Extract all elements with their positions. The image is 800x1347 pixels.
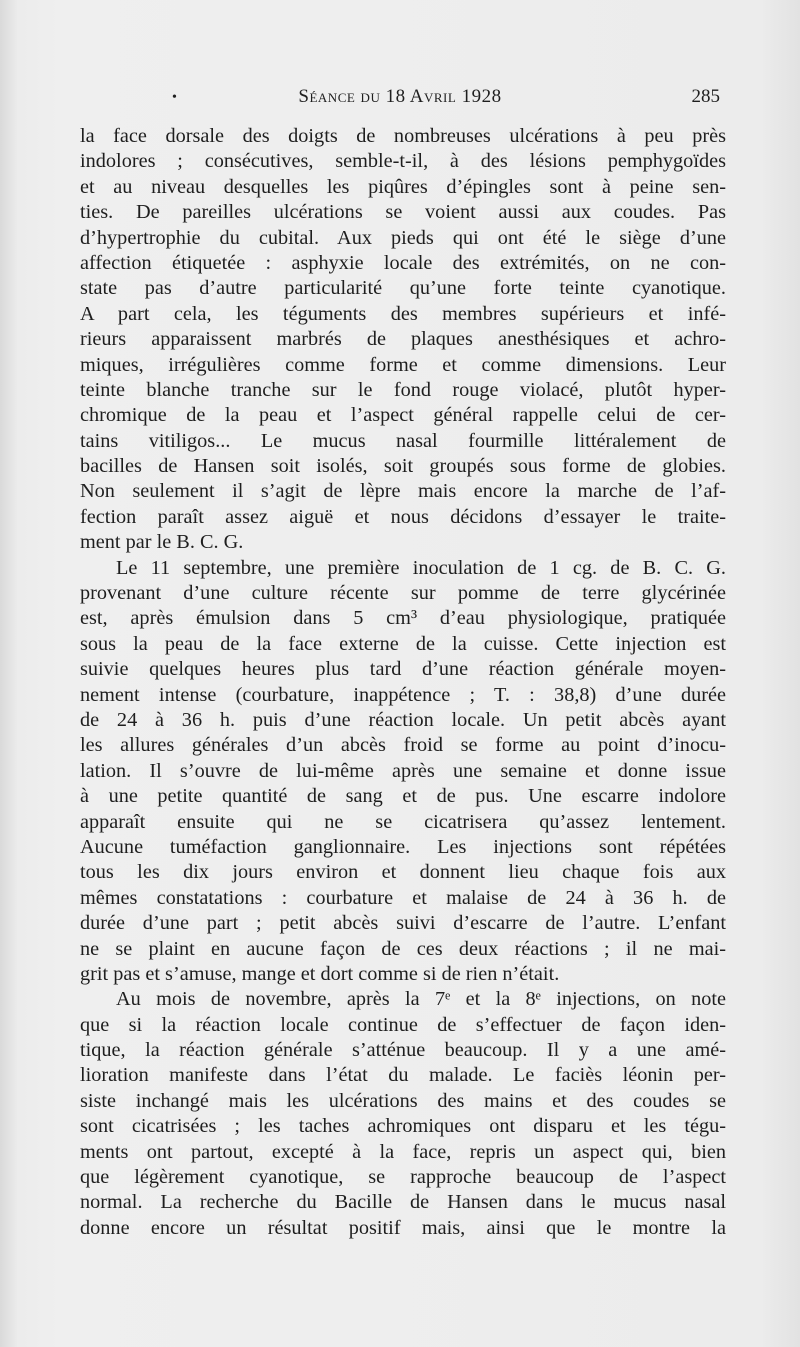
body-text bbox=[80, 124, 726, 1241]
text-line: à une petite quantité de sang et de pus. Une escarre indolore bbox=[80, 785, 726, 808]
text-line: indolores ; consécutives, semble-t-il, à des lésions pemphygoïdes bbox=[80, 150, 726, 173]
text-line: bacilles de Hansen soit isolés, soit groupés sous forme de globies. bbox=[80, 455, 726, 478]
page-number: 285 bbox=[691, 86, 720, 107]
text-line: Le 11 septembre, une première inoculation de 1 cg. de B. C. G. bbox=[116, 556, 726, 579]
text-line: tique, la réaction générale s’atténue beaucoup. Il y a une amé- bbox=[80, 1039, 726, 1062]
text-line: rieurs apparaissent marbrés de plaques anesthésiques et achro- bbox=[80, 328, 726, 351]
text-line: nement intense (courbature, inappétence ; T. : 38,8) d’une durée bbox=[80, 683, 726, 706]
text-line: Au mois de novembre, après la 7ᵉ et la 8ᵉ injections, on note bbox=[116, 988, 726, 1011]
text-line: Aucune tuméfaction ganglionnaire. Les injections sont répétées bbox=[80, 835, 726, 858]
text-line: teinte blanche tranche sur le fond rouge violacé, plutôt hyper- bbox=[80, 378, 726, 401]
text-line: affection étiquetée : asphyxie locale des extrémités, on ne con- bbox=[80, 251, 726, 274]
text-line: suivie quelques heures plus tard d’une réaction générale moyen- bbox=[80, 658, 726, 681]
text-line: siste inchangé mais les ulcérations des mains et des coudes se bbox=[80, 1089, 726, 1112]
text-line: grit pas et s’amuse, mange et dort comme si de rien n’était. bbox=[80, 962, 560, 985]
header-title: Séance du 18 Avril 1928 bbox=[298, 86, 502, 107]
text-line: durée d’une part ; petit abcès suivi d’escarre de l’autre. L’enfant bbox=[80, 912, 726, 935]
text-line: et au niveau desquelles les piqûres d’épingles sont à peine sen- bbox=[80, 175, 726, 198]
text-line: mêmes constatations : courbature et malaise de 24 à 36 h. de bbox=[80, 886, 726, 909]
text-line: ments ont partout, excepté à la face, repris un aspect qui, bien bbox=[80, 1140, 726, 1163]
text-line: d’hypertrophie du cubital. Aux pieds qui ont été le siège d’une bbox=[80, 226, 726, 249]
text-line: ne se plaint en aucune façon de ces deux réactions ; il ne mai- bbox=[80, 937, 726, 960]
text-line: que légèrement cyanotique, se rapproche beaucoup de l’aspect bbox=[80, 1166, 726, 1189]
text-line: provenant d’une culture récente sur pomme de terre glycérinée bbox=[80, 582, 726, 605]
text-line: state pas d’autre particularité qu’une forte teinte cyanotique. bbox=[80, 277, 726, 300]
text-line: que si la réaction locale continue de s’effectuer de façon iden- bbox=[80, 1013, 726, 1036]
text-line: sous la peau de la face externe de la cuisse. Cette injection est bbox=[80, 632, 726, 655]
text-line: lation. Il s’ouvre de lui-même après une semaine et donne issue bbox=[80, 759, 726, 782]
text-line: miques, irrégulières comme forme et comme dimensions. Leur bbox=[80, 353, 726, 376]
text-line: tains vitiligos... Le mucus nasal fourmille littéralement de bbox=[80, 429, 726, 452]
text-line: fection paraît assez aiguë et nous décidons d’essayer le traite- bbox=[80, 505, 726, 528]
text-line: lioration manifeste dans l’état du malade. Le faciès léonin per- bbox=[80, 1064, 726, 1087]
text-line: A part cela, les téguments des membres supérieurs et infé- bbox=[80, 302, 726, 325]
text-line: est, après émulsion dans 5 cm³ d’eau physiologique, pratiquée bbox=[80, 607, 726, 630]
text-line: les allures générales d’un abcès froid se forme au point d’inocu- bbox=[80, 734, 726, 757]
text-line: la face dorsale des doigts de nombreuses ulcérations à peu près bbox=[80, 125, 726, 147]
text-line: donne encore un résultat positif mais, ainsi que le montre la bbox=[80, 1216, 726, 1239]
text-line: chromique de la peau et l’aspect général rappelle celui de cer- bbox=[80, 404, 726, 427]
text-line: ment par le B. C. G. bbox=[80, 531, 244, 554]
running-header bbox=[80, 86, 720, 114]
text-line: normal. La recherche du Bacille de Hansen dans le mucus nasal bbox=[80, 1191, 726, 1214]
text-line: apparaît ensuite qui ne se cicatrisera qu’assez lentement. bbox=[80, 810, 726, 833]
text-line: de 24 à 36 h. puis d’une réaction locale. Un petit abcès ayant bbox=[80, 708, 726, 731]
text-line: Non seulement il s’agit de lèpre mais encore la marche de l’af- bbox=[80, 480, 726, 503]
text-line: sont cicatrisées ; les taches achromiques ont disparu et les tégu- bbox=[80, 1115, 726, 1138]
text-line: ties. De pareilles ulcérations se voient aussi aux coudes. Pas bbox=[80, 201, 726, 224]
header-bullet: • bbox=[172, 90, 177, 105]
text-line: tous les dix jours environ et donnent lieu chaque fois aux bbox=[80, 861, 726, 884]
